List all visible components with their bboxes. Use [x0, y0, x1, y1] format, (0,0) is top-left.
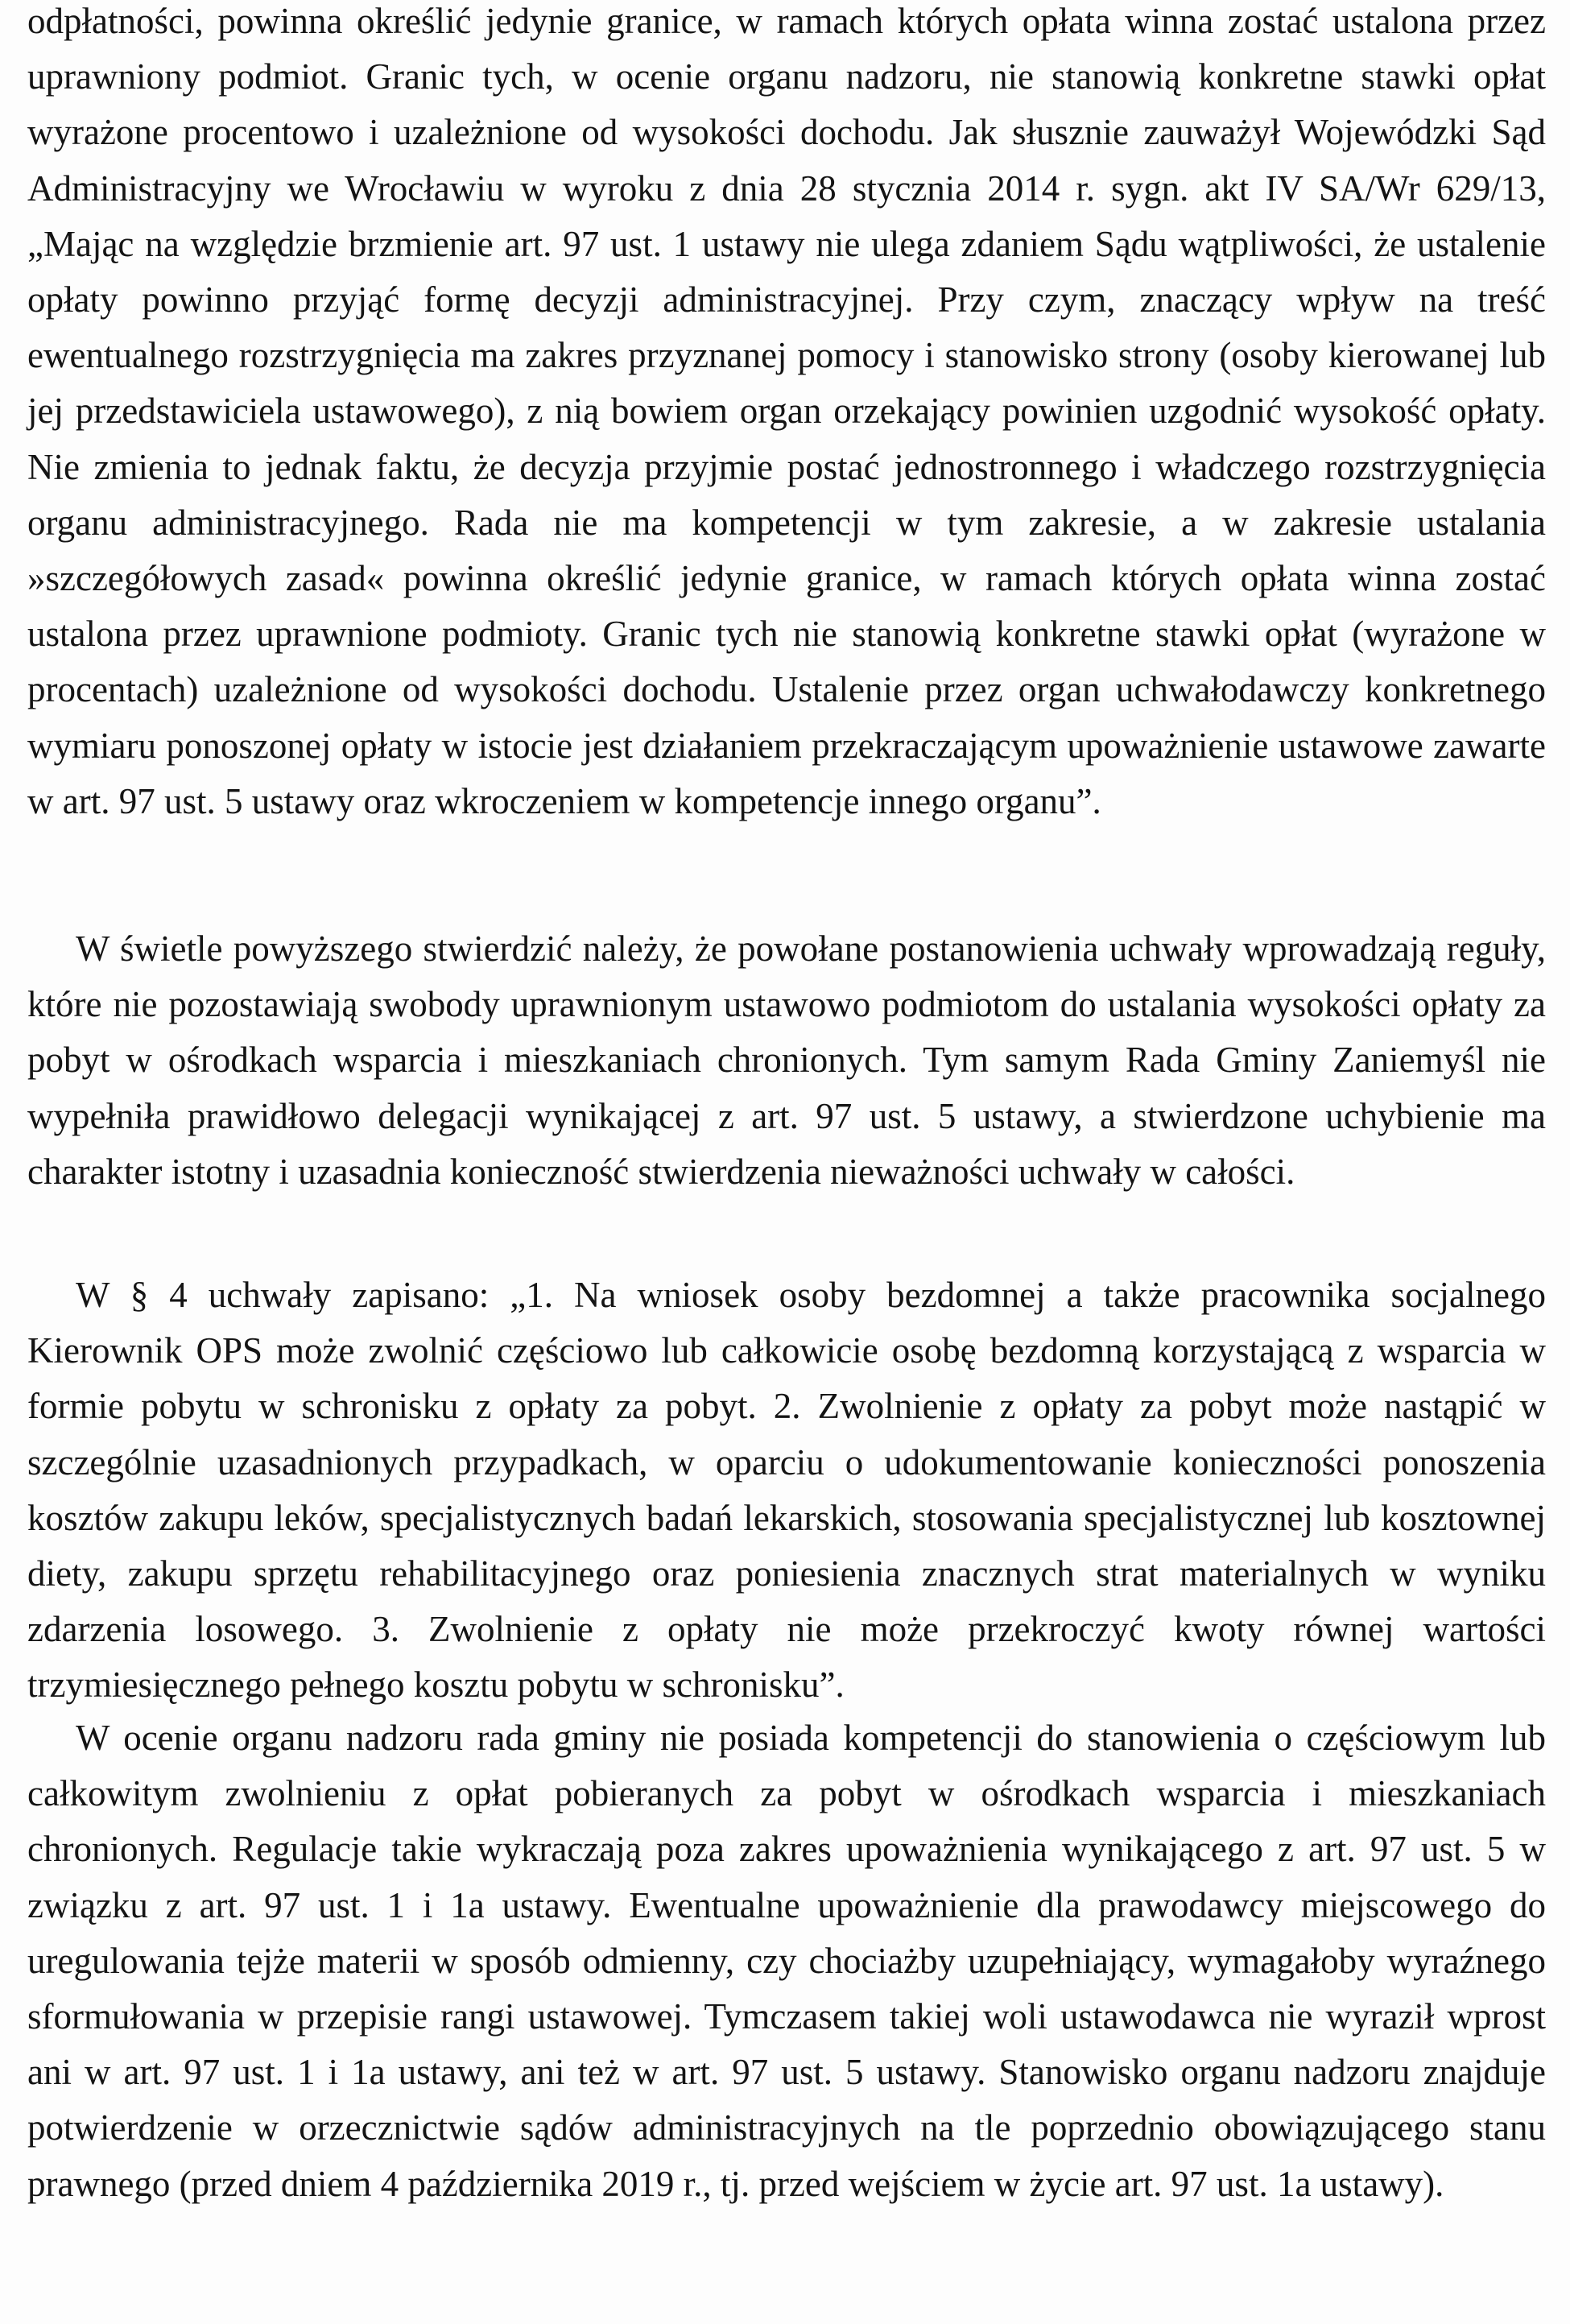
paragraph-block-3: [27, 1267, 1546, 1714]
paragraph-4: W ocenie organu nadzoru rada gminy nie posiada kompetencji do stanowienia o częściowym lub całkowitym zwolnieniu z opłat pobieranych za pobyt w ośrodkach wsparcia i mieszkaniach chronionych. Regulacje takie wykraczają poza zakres upoważnienia wynikającego z art. 97 ust. 5 w związku z art. 97 ust. 1 i 1a ustawy. Ewentualne upoważnienie dla prawodawcy miejscowego do uregulowania tejże materii w sposób odmienny, czy chociażby uzupełniający, wymagałoby wyraźnego sformułowania w przepisie rangi ustawowej. Tymczasem takiej woli ustawodawca nie wyraził wprost ani w art. 97 ust. 1 i 1a ustawy, ani też w art. 97 ust. 5 ustawy. Stanowisko organu nadzoru znajduje potwierdzenie w orzecznictwie sądów administracyjnych na tle poprzednio obowiązującego stanu prawnego (przed dniem 4 października 2019 r., tj. przed wejściem w życie art. 97 ust. 1a ustawy).: [27, 1718, 1546, 2204]
paragraph-1: odpłatności, powinna określić jedynie granice, w ramach których opłata winna zostać ustalona przez uprawniony podmiot. Granic tych, w ocenie organu nadzoru, nie stanowią konkretne stawki opłat wyrażone procentowo i uzależnione od wysokości dochodu. Jak słusznie zauważył Wojewódzki Sąd Administracyjny we Wrocławiu w wyroku z dnia 28 stycznia 2014 r. sygn. akt IV SA/Wr 629/13, „Mając na względzie brzmienie art. 97 ust. 1 ustawy nie ulega zdaniem Sądu wątpliwości, że ustalenie opłaty powinno przyjąć formę decyzji administracyjnej. Przy czym, znaczący wpływ na treść ewentualnego rozstrzygnięcia ma zakres przyznanej pomocy i stanowisko strony (osoby kierowanej lub jej przedstawiciela ustawowego), z nią bowiem organ orzekający powinien uzgodnić wysokość opłaty. Nie zmienia to jednak faktu, że decyzja przyjmie postać jednostronnego i władczego rozstrzygnięcia organu administracyjnego. Rada nie ma kompetencji w tym zakresie, a w zakresie ustalania »szczegółowych zasad« powinna określić jedynie granice, w ramach których opłata winna zostać ustalona przez uprawnione podmioty. Granic tych nie stanowią konkretne stawki opłat (wyrażone w procentach) uzależnione od wysokości dochodu. Ustalenie przez organ uchwałodawczy konkretnego wymiaru ponoszonej opłaty w istocie jest działaniem przekraczającym upoważnienie ustawowe zawarte w art. 97 ust. 5 ustawy oraz wkroczeniem w kompetencje innego organu”.: [27, 1, 1546, 821]
paragraph-block-2: [27, 921, 1546, 1200]
paragraph-3: W § 4 uchwały zapisano: „1. Na wniosek osoby bezdomnej a także pracownika socjalnego Kierownik OPS może zwolnić częściowo lub całkowicie osobę bezdomną korzystającą z wsparcia w formie pobytu w schronisku z opłaty za pobyt. 2. Zwolnienie z opłaty za pobyt może nastąpić w szczególnie uzasadnionych przypadkach, w oparciu o udokumentowanie konieczności ponoszenia kosztów zakupu leków, specjalistycznych badań lekarskich, stosowania specjalistycznej lub kosztownej diety, zakupu sprzętu rehabilitacyjnego oraz poniesienia znacznych strat materialnych w wyniku zdarzenia losowego. 3. Zwolnienie z opłaty nie może przekroczyć kwoty równej wartości trzymiesięcznego pełnego kosztu pobytu w schronisku”.: [27, 1275, 1546, 1706]
paragraph-block-4: [27, 1710, 1546, 2212]
paragraph-2: W świetle powyższego stwierdzić należy, że powołane postanowienia uchwały wprowadzają reguły, które nie pozostawiają swobody uprawnionym ustawowo podmiotom do ustalania wysokości opłaty za pobyt w ośrodkach wsparcia i mieszkaniach chronionych. Tym samym Rada Gminy Zaniemyśl nie wypełniła prawidłowo delegacji wynikającej z art. 97 ust. 5 ustawy, a stwierdzone uchybienie ma charakter istotny i uzasadnia konieczność stwierdzenia nieważności uchwały w całości.: [27, 928, 1546, 1192]
paragraph-continuation: [27, 0, 1546, 829]
